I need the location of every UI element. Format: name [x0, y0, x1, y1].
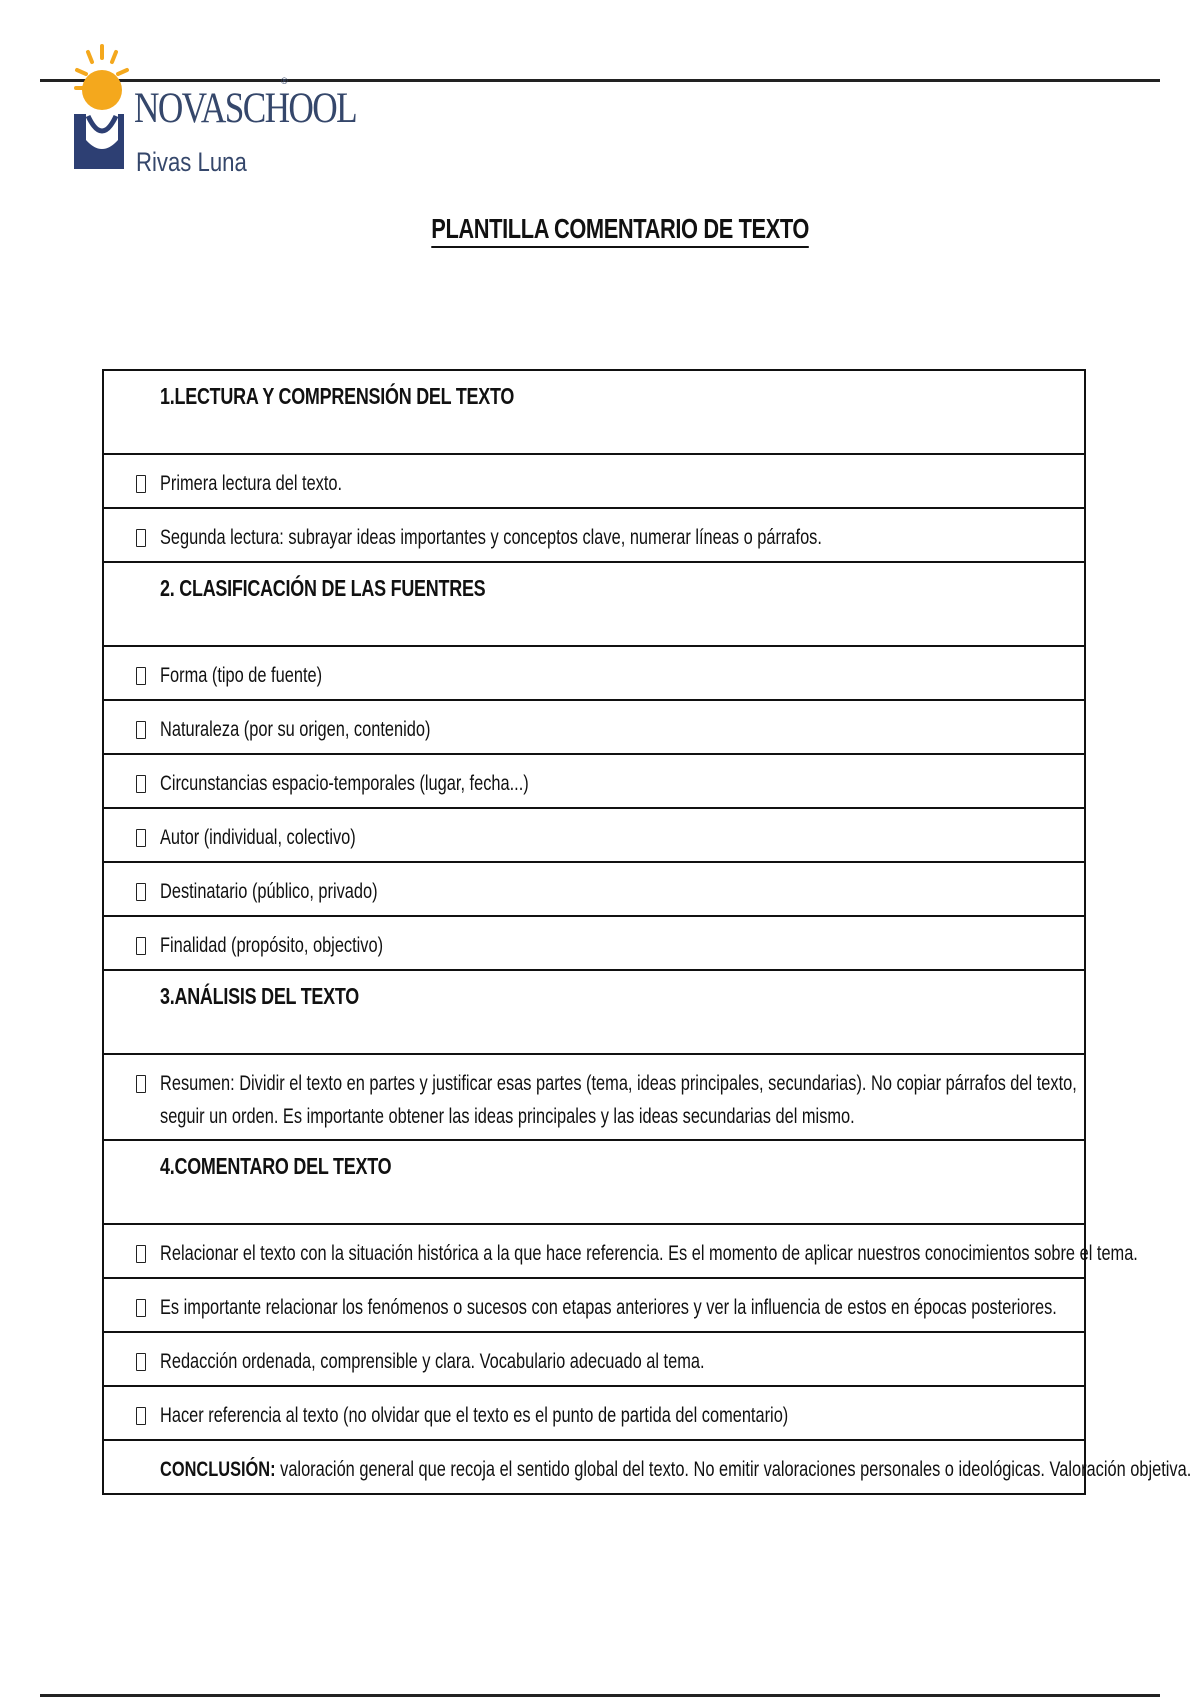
conclusion-text: [160, 1453, 1191, 1486]
checkbox-icon[interactable]: [136, 529, 146, 547]
checklist-item-text: Destinatario (público, privado): [160, 880, 378, 903]
checklist-item-text: Redacción ordenada, comprensible y clara. Vocabulario adecuado al tema.: [160, 1350, 705, 1373]
document-title: [0, 213, 1200, 248]
checklist-item-text: Circunstancias espacio-temporales (lugar, fecha...): [160, 772, 529, 795]
checkbox-icon[interactable]: [136, 937, 146, 955]
checkbox-icon[interactable]: [136, 1299, 146, 1317]
section-header-1: [104, 371, 1084, 455]
conclusion-label: CONCLUSIÓN:: [160, 1458, 276, 1481]
checklist-item-text: Segunda lectura: subrayar ideas importantes y conceptos clave, numerar líneas o párrafos.: [160, 526, 822, 549]
checkbox-icon[interactable]: [136, 883, 146, 901]
checkbox-icon[interactable]: [136, 721, 146, 739]
section-title: 3.ANÁLISIS DEL TEXTO: [160, 983, 360, 1009]
checklist-row: [104, 1333, 1084, 1387]
checklist-row: [104, 509, 1084, 563]
checklist-item-text: Autor (individual, colectivo): [160, 826, 356, 849]
checkbox-icon[interactable]: [136, 1245, 146, 1263]
checklist-row: [104, 1055, 1084, 1141]
checklist-item-text: Hacer referencia al texto (no olvidar que el texto es el punto de partida del comentario): [160, 1404, 789, 1427]
section-header-3: [104, 971, 1084, 1055]
checklist-row: [104, 1225, 1138, 1279]
checkbox-icon[interactable]: [136, 1407, 146, 1425]
logo-school-name: NOVASCHOOL: [134, 85, 356, 132]
section-header-2: [104, 563, 1084, 647]
checklist-item-text: Forma (tipo de fuente): [160, 664, 323, 687]
checklist-row: [104, 647, 1084, 701]
template-table: [102, 369, 1192, 1495]
checklist-row: [104, 455, 1084, 509]
checklist-row: [104, 917, 1084, 971]
logo-campus-name: Rivas Luna: [136, 147, 247, 177]
checklist-item-text: Relacionar el texto con la situación histórica a la que hace referencia. Es el momento de aplicar nuestros conocimientos sobre el tema.: [160, 1242, 1138, 1265]
checklist-row: [104, 1279, 1084, 1333]
checklist-row: [104, 863, 1084, 917]
footer-rule: [40, 1694, 1160, 1697]
conclusion-description: valoración general que recoja el sentido global del texto. No emitir valoraciones personales o ideológicas. Valoración objetiva.: [275, 1458, 1192, 1481]
checkbox-icon[interactable]: [136, 1353, 146, 1371]
conclusion-row: [104, 1441, 1192, 1495]
document-title-text: PLANTILLA COMENTARIO DE TEXTO: [431, 213, 809, 248]
checklist-row: [104, 755, 1084, 809]
school-logo: [74, 44, 356, 184]
checkbox-icon[interactable]: [136, 667, 146, 685]
checkbox-icon[interactable]: [136, 829, 146, 847]
checklist-item-text: Naturaleza (por su origen, contenido): [160, 718, 431, 741]
checklist-item-text: Finalidad (propósito, objectivo): [160, 934, 384, 957]
checklist-item-text: Primera lectura del texto.: [160, 472, 343, 495]
checkbox-icon[interactable]: [136, 775, 146, 793]
checklist-row: [104, 809, 1084, 863]
checklist-row: [104, 1387, 1084, 1441]
section-title: 1.LECTURA Y COMPRENSIÓN DEL TEXTO: [160, 383, 515, 409]
checkbox-icon[interactable]: [136, 475, 146, 493]
section-title: 2. CLASIFICACIÓN DE LAS FUENTRES: [160, 575, 486, 601]
checkbox-icon[interactable]: [136, 1075, 146, 1093]
checklist-item-text: Resumen: Dividir el texto en partes y justificar esas partes (tema, ideas principales, secundarias). No copiar párrafos del texto, seguir un orden. Es importante obtener las ideas principales y las ideas secundarias del mismo.: [160, 1072, 1077, 1128]
checklist-item-text: Es importante relacionar los fenómenos o sucesos con etapas anteriores y ver la influencia de estos en épocas posteriores.: [160, 1296, 1057, 1319]
section-header-4: [104, 1141, 1084, 1225]
checklist-row: [104, 701, 1084, 755]
section-title: 4.COMENTARO DEL TEXTO: [160, 1153, 392, 1179]
logo-registered-mark: ®: [281, 76, 288, 86]
